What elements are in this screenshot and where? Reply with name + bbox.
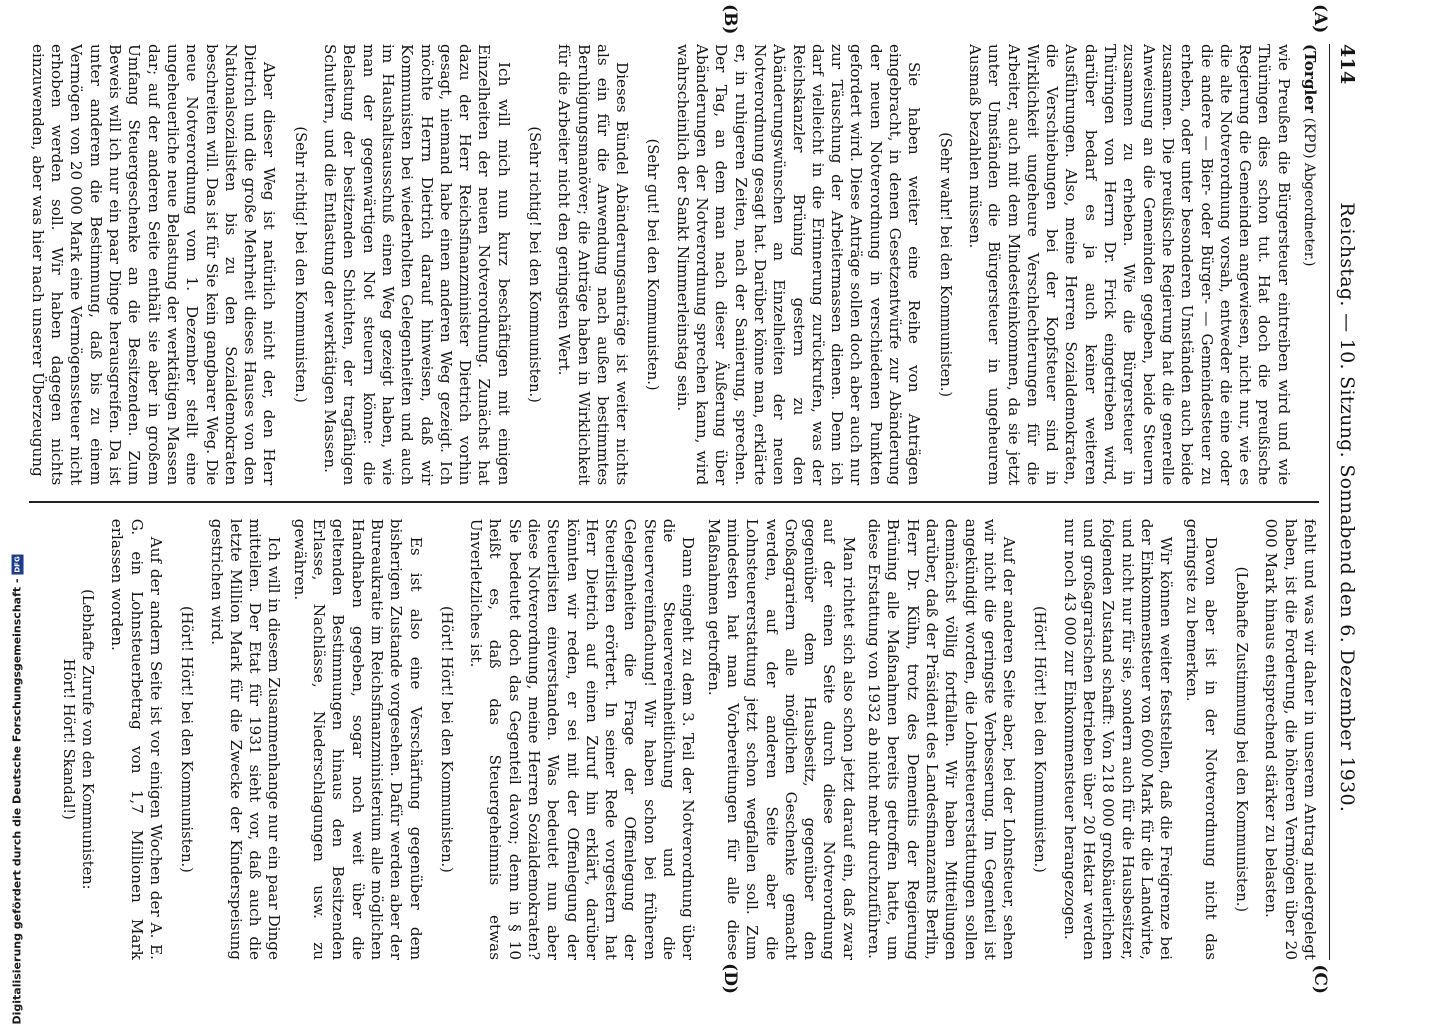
paragraph: Davon aber ist in der Notverordnung nicht das geringste zu bemerken.	[1182, 518, 1220, 960]
paragraph: fehlt und was wir daher in unserem Antrag niedergelegt haben, ist die Forderung, die höheren Vermögen über 20 000 Mark hinaus entsprechend stärker zu belasten.	[1262, 518, 1319, 960]
speaker-name: (Torgler	[1301, 44, 1319, 113]
reaction: (Lebhafte Zurufe von den Kommunisten:	[79, 589, 97, 890]
paragraph: Aber dieser Weg ist natürlich nicht der, den Herr Dietrich und die große Mehrheit dieses Hauses von den Nationalsozialisten bis zu den Sozialdemokraten beschreiten will. Das ist für Sie kein gangbarer Weg. Die neue Notverordnung vom 1. Dezember stellt eine ungeheuerliche neue Belastung der werktätigen Massen dar; auf der anderen Seite enthält sie aber in großem Umfang Steuergeschenke an die Besitzenden. Zum Beweis will ich nur ein paar Dinge herausgreifen. Da ist unter anderem die Bestimmung, daß bis zu einem Vermögen von 20 000 Mark eine Vermögenssteuer nicht erhoben werden soll. Wir haben dagegen nichts einzuwenden, aber was hier nach unserer Überzeugung	[29, 44, 279, 486]
digitization-credit	[11, 554, 24, 1024]
dfg-logo: DFG	[13, 555, 21, 573]
speaker-line	[1299, 44, 1319, 485]
reaction: (Sehr wahr! bei den Kommunisten.)	[936, 132, 954, 398]
paragraph: Sie haben weiter eine Reihe von Anträgen eingebracht, in denen Gesetzentwürfe zur Abänderung der neuen Notverordnung in verschiedenen Punkten gefordert wird. Diese Anträge sollen doch aber auch nur zur Täuschung der Arbeitermassen dienen. Denn ich darf vielleicht in die Erinnerung zurückrufen, was der Reichskanzler Brüning gestern zu den Abänderungswünschen an Einzelheiten der neuen Notverordnung gesagt hat. Darüber könne man, erklärte er, in ruhigeren Zeiten, nach der Sanierung, sprechen. Der Tag, an dem man nach dieser Äußerung über Abänderungen der Notverordnung sprechen kann, wird wahrscheinlich der Sankt Nimmerleinstag sein.	[673, 44, 924, 486]
paragraph: Auf der anderen Seite aber, bei der Lohnsteuer, sehen wir nicht die geringste Verbesserung. Im Gegenteil ist angekündigt worden, die Lohnsteuererstattungen sollen demnächst völlig fortfallen. Wir haben Mitteilungen darüber, daß der Präsident des Landesfinanzamts Berlin, Herr Dr. Kühn, trotz des Dementis der Regierung Brüning alle Maßnahmen bereits getroffen hatte, um diese Erstattung von 1932 ab nicht mehr durchzuführen.	[865, 518, 1019, 960]
paragraph: wie Preußen die Bürgersteuer eintreiben wird und wie Thüringen dies schon tut. Hat doch die preußische Regierung die Gemeinden angewiesen, nicht nur, wie es die alte Notverordnung vorsah, entweder die eine oder die andere — Bier- oder Bürger- — Gemeindesteuer zu erheben, oder unter besonderen Umständen auch beide zusammen. Die preußische Regierung hat die generelle Anweisung an die Gemeinden gegeben, beide Steuern zusammen zu erheben. Wie die Bürgersteuer in Thüringen von Herrn Dr. Frick eingetrieben wird, darüber bedarf es ja auch keiner weiteren Ausführungen. Also, meine Herren Sozialdemokraten, die Verschiebungen bei der Kopfsteuer sind in Wirklichkeit ungeheure Verschlechterungen für die Arbeiter, auch mit dem Mindesteinkommen, da sie jetzt unter Umständen die Bürgersteuer in ungeheurem Ausmaß bezahlen müssen.	[965, 44, 1293, 486]
reaction: (Hört! Hört! bei den Kommunisten.)	[1031, 605, 1049, 873]
paragraph: Wir können weiter feststellen, daß die Freigrenze bei der Einkommensteuer von 6000 Mark für die Landwirte, und nicht nur für sie, sondern auch für die Hausbesitzer, folgenden Zustand schafft: Von 218 000 großbäuerlichen und großagrarischen Betrieben über 20 Hektar werden nur noch 43 000 zur Einkommensteuer herangezogen.	[1060, 518, 1176, 960]
left-column	[29, 44, 1319, 501]
margin-marker-a: (A)	[1310, 4, 1330, 34]
reaction: (Hört! Hört! bei den Kommunisten.)	[437, 605, 455, 873]
reaction: Hört! Hört! Skandal!)	[59, 658, 77, 820]
page-header	[1329, 44, 1358, 960]
reaction: (Sehr richtig! bei den Kommunisten.)	[291, 126, 309, 403]
reaction: (Sehr gut! bei den Kommunisten.)	[644, 138, 662, 391]
reaction: (Lebhafte Zustimmung bei den Kommunisten.)	[1233, 566, 1251, 913]
right-column	[29, 503, 1319, 960]
paragraph: Dann eingeht zu dem 3. Teil der Notverordnung über die Steuervereinheitlichung und die Steuervereinfachung! Wir haben schon bei früheren Gelegenheiten die Frage der Offenlegung der Steuerlisten erörtert. In seiner Rede vorgestern hat Herr Dietrich auf einen Zuruf hin erklärt, darüber könnten wir reden, er sei mit der Offenlegung der Steuerlisten einverstanden. Was bedeutet nun aber diese Notverordnung, meine Herren Sozialdemokraten? Sie bedeutet doch das Gegenteil davon; denn in § 10 heißt es, daß das Steuergeheimnis etwas Unverletzliches ist.	[467, 518, 698, 960]
paragraph: Dieses Bündel Abänderungsanträge ist weiter nichts als ein für die Anwendung nach außen bestimmtes Beruhigungsmanöver; die Anträge haben in Wirklichkeit für die Arbeiter nicht den geringsten Wert.	[555, 44, 632, 486]
page-number: 414	[1336, 44, 1358, 85]
text-columns	[29, 44, 1319, 960]
digitization-credit-text: Digitalisierung gefördert durch die Deutsche Forschungsgemeinschaft -	[10, 577, 24, 1024]
margin-marker-b: (B)	[720, 4, 740, 35]
margin-marker-c: (C)	[1310, 964, 1330, 994]
margin-marker-d: (D)	[720, 963, 740, 994]
page-title: Reichstag. — 10. Sitzung. Sonnabend den 6. Dezember 1930.	[1336, 202, 1358, 813]
reaction: (Hört! Hört! bei den Kommunisten.)	[178, 605, 196, 873]
paragraph: Ich will mich nun kurz beschäftigen mit einigen Einzelheiten der neuen Notverordnung. Zunächst hat dazu der Herr Reichsfinanzminister Dietrich vorhin gesagt, niemand habe einen anderen Weg gezeigt. Ich möchte Herrn Dietrich darauf hinweisen, daß wir Kommunisten bei wiederholten Gelegenheiten und auch im Haushaltsausschuß einen Weg gezeigt haben, wie man der gegenwärtigen Not steuern könne: die Belastung der besitzenden Schichten, der tragfähigen Schultern, und die Entlastung der werktätigen Massen.	[321, 44, 513, 486]
reaction: (Sehr richtig! bei den Kommunisten.)	[526, 126, 544, 403]
digitization-credit-strip	[8, 555, 26, 1024]
paragraph: Ich will in diesem Zusammenhange nur ein paar Dinge mitteilen. Der Etat für 1931 sieht vor, daß auch die letzte Million Mark für die Zwecke der Kinderspeisung gestrichen wird.	[207, 518, 284, 960]
paragraph: Auf der andern Seite ist vor einigen Wochen der A. E. G. ein Lohnsteuerbetrag von 1,7 Millionen Mark erlassen worden.	[108, 518, 165, 960]
paragraph: Man richtet sich also schon jetzt darauf ein, daß zwar auf der einen Seite durch diese Notverordnung gegenüber dem Hausbesitz, gegenüber den Großagrariern alle möglichen Geschenke gemacht werden, auf der anderen Seite aber die Lohnsteuererstattung jetzt schon wegfallen soll. Zum mindesten hat man Vorbereitungen für alle diese Maßnahmen getroffen.	[704, 518, 858, 960]
paragraph: Es ist also eine Verschärfung gegenüber dem bisherigen Zustande vorgesehen. Dafür werden aber der Bureaukratie im Reichsfinanzministerium alle möglichen Handhaben gegeben, sogar noch weit über die geltenden Bestimmungen hinaus den Besitzenden Erlasse, Nachlässe, Niederschlagungen usw. zu gewähren.	[290, 518, 425, 960]
speaker-party: (KPD) Abgeordneter.)	[1301, 117, 1317, 267]
